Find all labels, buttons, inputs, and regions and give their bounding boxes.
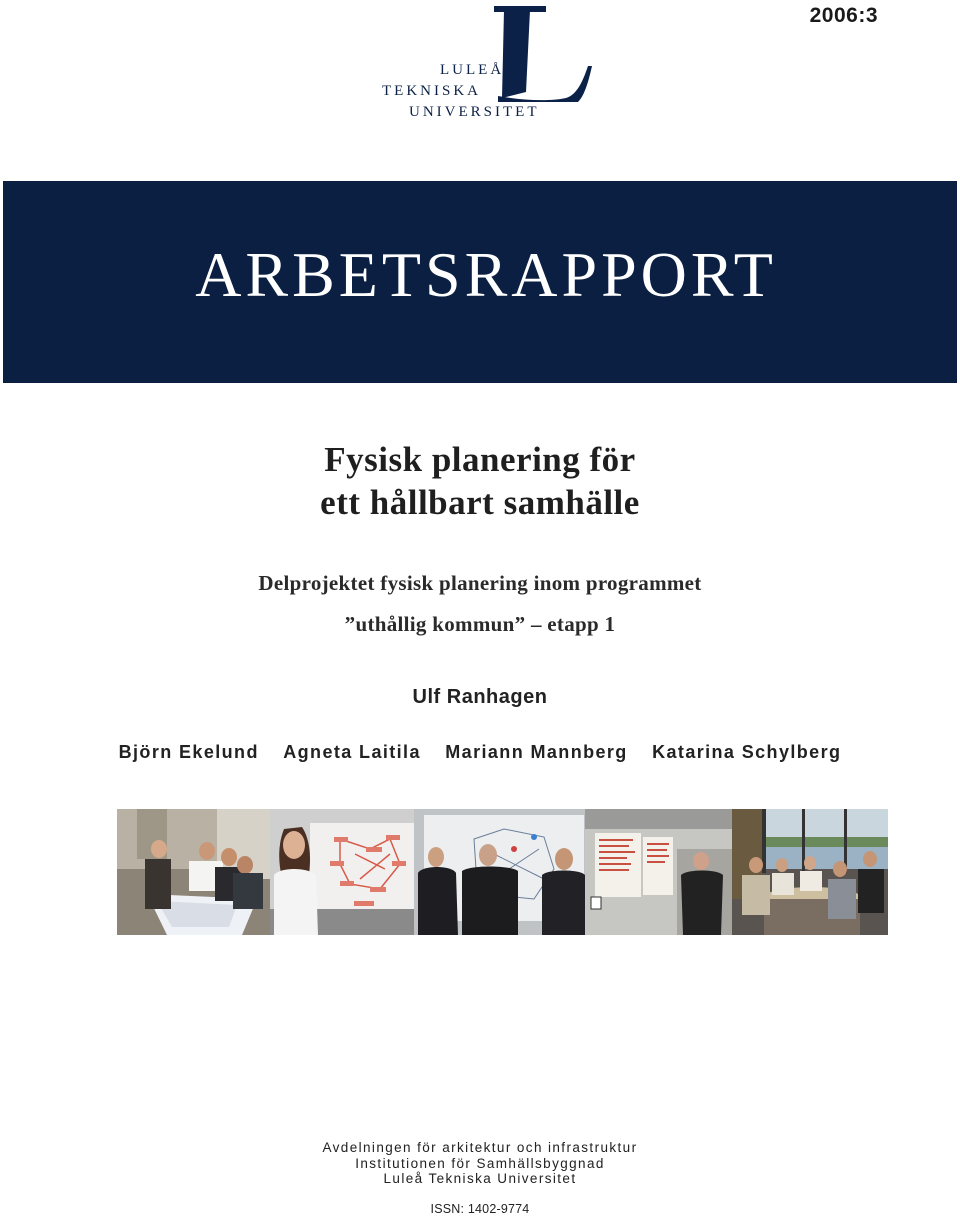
report-title-line-1: Fysisk planering för (324, 440, 636, 479)
university-logo (370, 0, 600, 125)
photo-men-whiteboard (414, 809, 585, 935)
footer-line-2: Institutionen för Samhällsbyggnad (355, 1155, 605, 1171)
banner-title: ARBETSRAPPORT (195, 239, 777, 310)
photo-strip (117, 809, 888, 935)
co-authors (0, 742, 960, 763)
photo-woman-whiteboard (270, 809, 414, 935)
photo-man-flipcharts (585, 809, 732, 935)
footer-institution (0, 1140, 960, 1187)
main-author: Ulf Ranhagen (412, 686, 548, 708)
co-author: Björn Ekelund (118, 742, 259, 762)
photo-meeting-by-window (732, 809, 888, 935)
footer-line-1: Avdelningen för arkitektur och infrastruktur (322, 1140, 638, 1155)
logo-line-3: UNIVERSITET (409, 104, 540, 120)
report-subtitle-line-2: ”uthållig kommun” – etapp 1 (344, 612, 616, 636)
report-subtitle (0, 563, 960, 645)
issn: ISSN: 1402-9774 (430, 1202, 530, 1216)
report-subtitle-line-1: Delprojektet fysisk planering inom programmet (258, 571, 702, 595)
report-title (0, 438, 960, 524)
co-author: Agneta Laitila (283, 742, 421, 762)
logo-line-1: LULEÅ (440, 62, 505, 78)
report-number: 2006:3 (809, 4, 878, 27)
co-author: Mariann Mannberg (445, 742, 628, 762)
logo-line-2: TEKNISKA (382, 83, 481, 99)
report-title-line-2: ett hållbart samhälle (320, 483, 640, 522)
footer-line-3: Luleå Tekniska Universitet (383, 1171, 577, 1186)
co-author: Katarina Schylberg (652, 742, 842, 762)
photo-group-at-table-map (117, 809, 270, 935)
title-banner (3, 181, 957, 383)
